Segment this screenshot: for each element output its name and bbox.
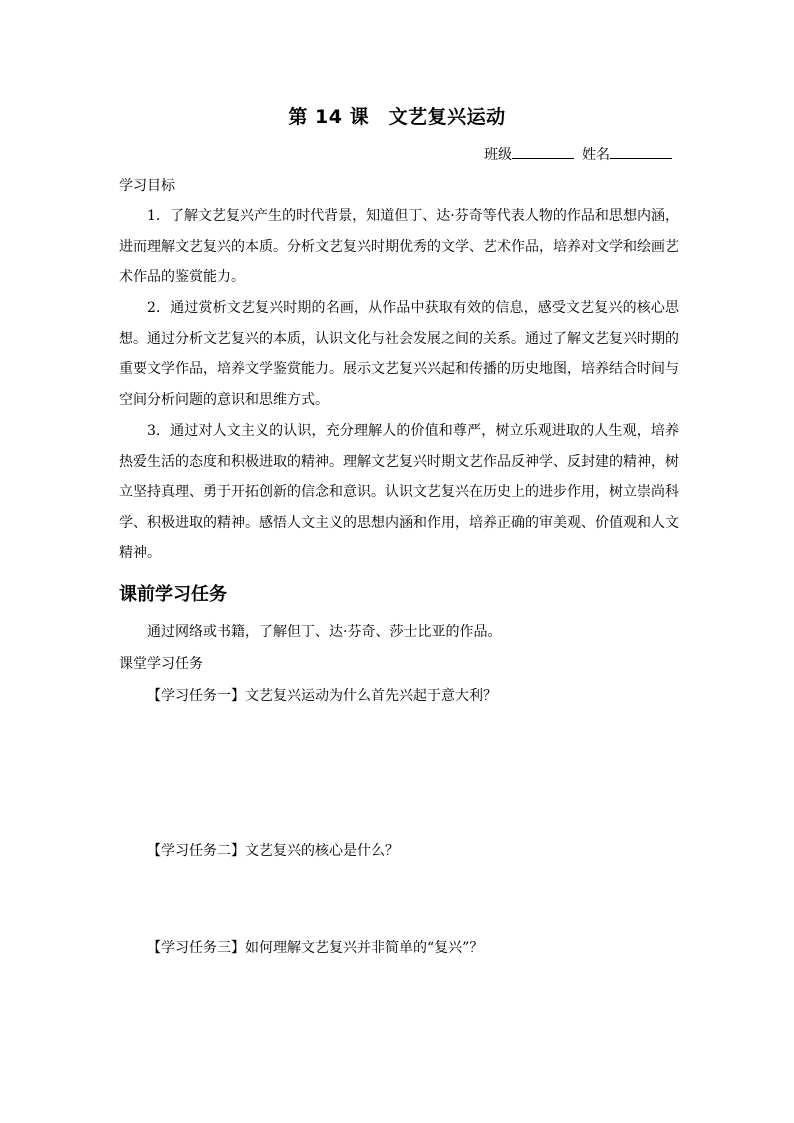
class-name-line bbox=[484, 144, 672, 165]
class-blank[interactable] bbox=[512, 144, 574, 159]
pre-class-text: 通过网络或书籍，了解但丁、达·芬奇、莎士比亚的作品。 bbox=[147, 624, 502, 640]
page-title: 第 14 课 文艺复兴运动 bbox=[288, 106, 506, 128]
pre-class-heading: 课前学习任务 bbox=[119, 584, 227, 605]
class-label: 班级 bbox=[484, 147, 512, 163]
in-class-label: 课堂学习任务 bbox=[119, 656, 203, 672]
task-item: 【学习任务三】如何理解文艺复兴并非简单的“复兴”？ bbox=[147, 940, 484, 956]
objectives-label: 学习目标 bbox=[119, 178, 175, 194]
objective-paragraph: 2．通过赏析文艺复兴时期的名画，从作品中获取有效的信息，感受文艺复兴的核心思想。通过分析文艺复兴的本质，认识文化与社会发展之间的关系。通过了解文艺复兴时期的重要文学作品，培养文学鉴赏能力。展示文艺复兴兴起和传播的历史地图，培养结合时间与空间分析问题的意识和思维方式。 bbox=[119, 300, 679, 408]
name-label: 姓名 bbox=[582, 147, 610, 163]
task-item: 【学习任务二】文艺复兴的核心是什么？ bbox=[147, 843, 399, 859]
name-blank[interactable] bbox=[610, 144, 672, 159]
objective-paragraph: 3．通过对人文主义的认识，充分理解人的价值和尊严，树立乐观进取的人生观，培养热爱生活的态度和积极进取的精神。理解文艺复兴时期文艺作品反神学、反封建的精神，树立坚持真理、勇于开拓创新的信念和意识。认识文艺复兴在历史上的进步作用，树立崇尚科学、积极进取的精神。感悟人文主义的思想内涵和作用，培养正确的审美观、价值观和人文精神。 bbox=[119, 423, 679, 561]
task-item: 【学习任务一】文艺复兴运动为什么首先兴起于意大利？ bbox=[147, 688, 497, 704]
objective-paragraph: 1．了解文艺复兴产生的时代背景，知道但丁、达·芬奇等代表人物的作品和思想内涵，进而理解文艺复兴的本质。分析文艺复兴时期优秀的文学、艺术作品，培养对文学和绘画艺术作品的鉴赏能力。 bbox=[119, 208, 679, 285]
